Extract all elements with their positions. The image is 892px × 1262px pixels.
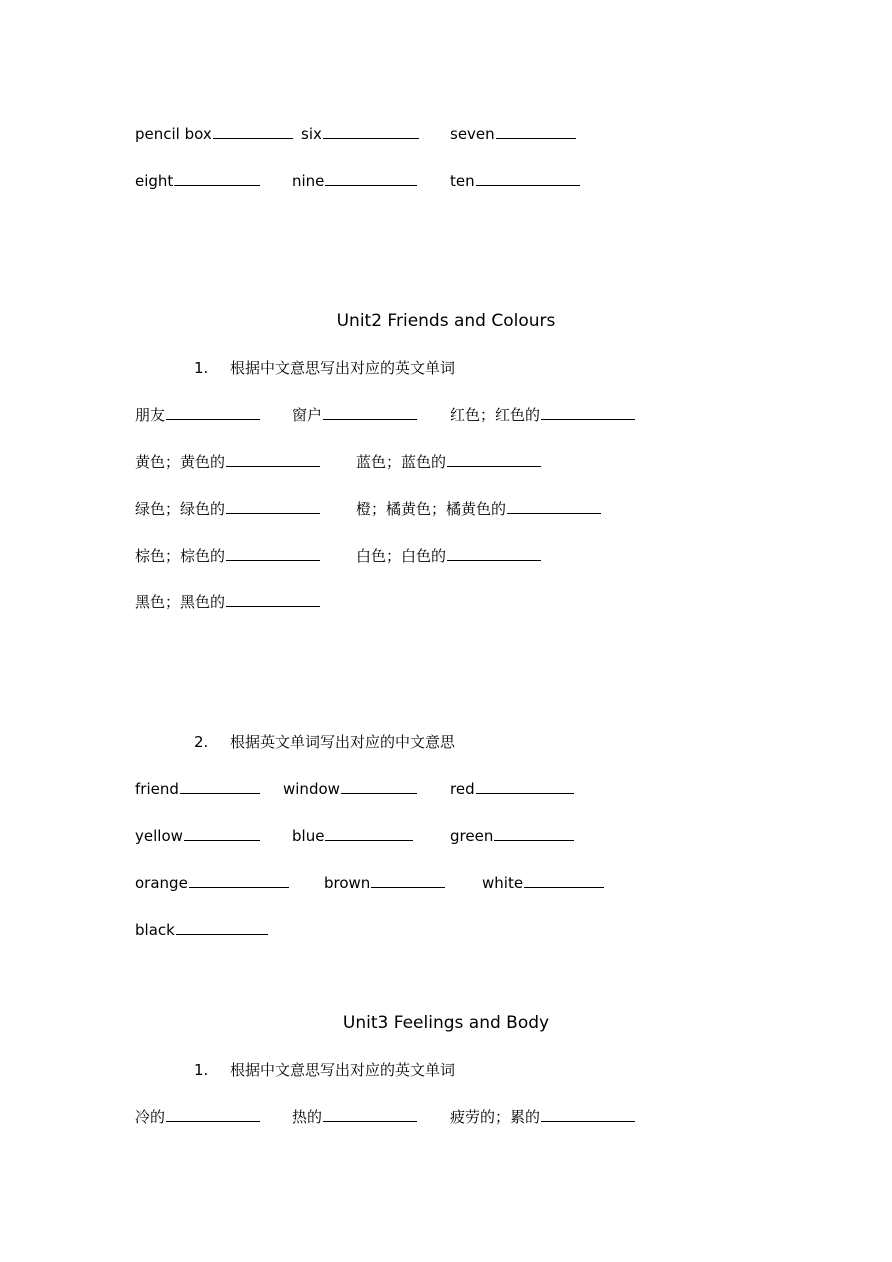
vocab-item: 红色；红色的	[450, 404, 635, 426]
answer-blank[interactable]	[524, 873, 604, 888]
answer-blank[interactable]	[184, 826, 260, 841]
answer-blank[interactable]	[226, 546, 320, 561]
vocab-item: 热的	[292, 1106, 417, 1128]
answer-blank[interactable]	[496, 124, 576, 139]
answer-blank[interactable]	[166, 1107, 260, 1122]
answer-blank[interactable]	[476, 779, 574, 794]
answer-blank[interactable]	[176, 920, 268, 935]
exercise-number: 2.	[194, 733, 209, 751]
vocab-item: pencil box	[135, 123, 293, 145]
answer-blank[interactable]	[325, 826, 413, 841]
vocab-item: 朋友	[135, 404, 260, 426]
answer-blank[interactable]	[507, 499, 601, 514]
vocab-item: friend	[135, 778, 260, 800]
unit-title: Unit3 Feelings and Body	[342, 1013, 550, 1033]
vocab-item: brown	[324, 872, 445, 894]
answer-blank[interactable]	[323, 124, 419, 139]
vocab-item: black	[135, 919, 268, 941]
vocab-item: 棕色；棕色的	[135, 545, 320, 567]
answer-blank[interactable]	[180, 779, 260, 794]
vocab-item: 蓝色；蓝色的	[356, 451, 541, 473]
vocab-item: ten	[450, 170, 580, 192]
answer-blank[interactable]	[541, 1107, 635, 1122]
vocab-item: red	[450, 778, 574, 800]
vocab-item: 橙；橘黄色；橘黄色的	[356, 498, 601, 520]
vocab-item: yellow	[135, 825, 260, 847]
answer-blank[interactable]	[323, 1107, 417, 1122]
answer-blank[interactable]	[166, 405, 260, 420]
vocab-item: six	[301, 123, 419, 145]
answer-blank[interactable]	[226, 499, 320, 514]
answer-blank[interactable]	[325, 171, 417, 186]
vocab-item: 白色；白色的	[356, 545, 541, 567]
answer-blank[interactable]	[226, 452, 320, 467]
vocab-item: orange	[135, 872, 289, 894]
answer-blank[interactable]	[189, 873, 289, 888]
instruction-text: 根据英文单词写出对应的中文意思	[230, 733, 456, 751]
instruction-text: 根据中文意思写出对应的英文单词	[230, 359, 456, 377]
vocab-item: eight	[135, 170, 260, 192]
vocab-item: 黄色；黄色的	[135, 451, 320, 473]
vocab-item: 冷的	[135, 1106, 260, 1128]
answer-blank[interactable]	[371, 873, 445, 888]
answer-blank[interactable]	[226, 592, 320, 607]
answer-blank[interactable]	[476, 171, 580, 186]
exercise-number: 1.	[194, 359, 209, 377]
vocab-item: 窗户	[292, 404, 417, 426]
instruction-text: 根据中文意思写出对应的英文单词	[230, 1061, 456, 1079]
unit-title: Unit2 Friends and Colours	[336, 311, 556, 331]
answer-blank[interactable]	[541, 405, 635, 420]
vocab-item: green	[450, 825, 574, 847]
answer-blank[interactable]	[323, 405, 417, 420]
vocab-item: blue	[292, 825, 413, 847]
answer-blank[interactable]	[341, 779, 417, 794]
vocab-item: nine	[292, 170, 417, 192]
answer-blank[interactable]	[447, 452, 541, 467]
answer-blank[interactable]	[213, 124, 293, 139]
vocab-item: 绿色；绿色的	[135, 498, 320, 520]
answer-blank[interactable]	[494, 826, 574, 841]
exercise-number: 1.	[194, 1061, 209, 1079]
answer-blank[interactable]	[174, 171, 260, 186]
answer-blank[interactable]	[447, 546, 541, 561]
vocab-item: 疲劳的；累的	[450, 1106, 635, 1128]
vocab-item: window	[283, 778, 417, 800]
vocab-item: 黑色；黑色的	[135, 591, 320, 613]
vocab-item: seven	[450, 123, 576, 145]
vocab-item: white	[482, 872, 604, 894]
